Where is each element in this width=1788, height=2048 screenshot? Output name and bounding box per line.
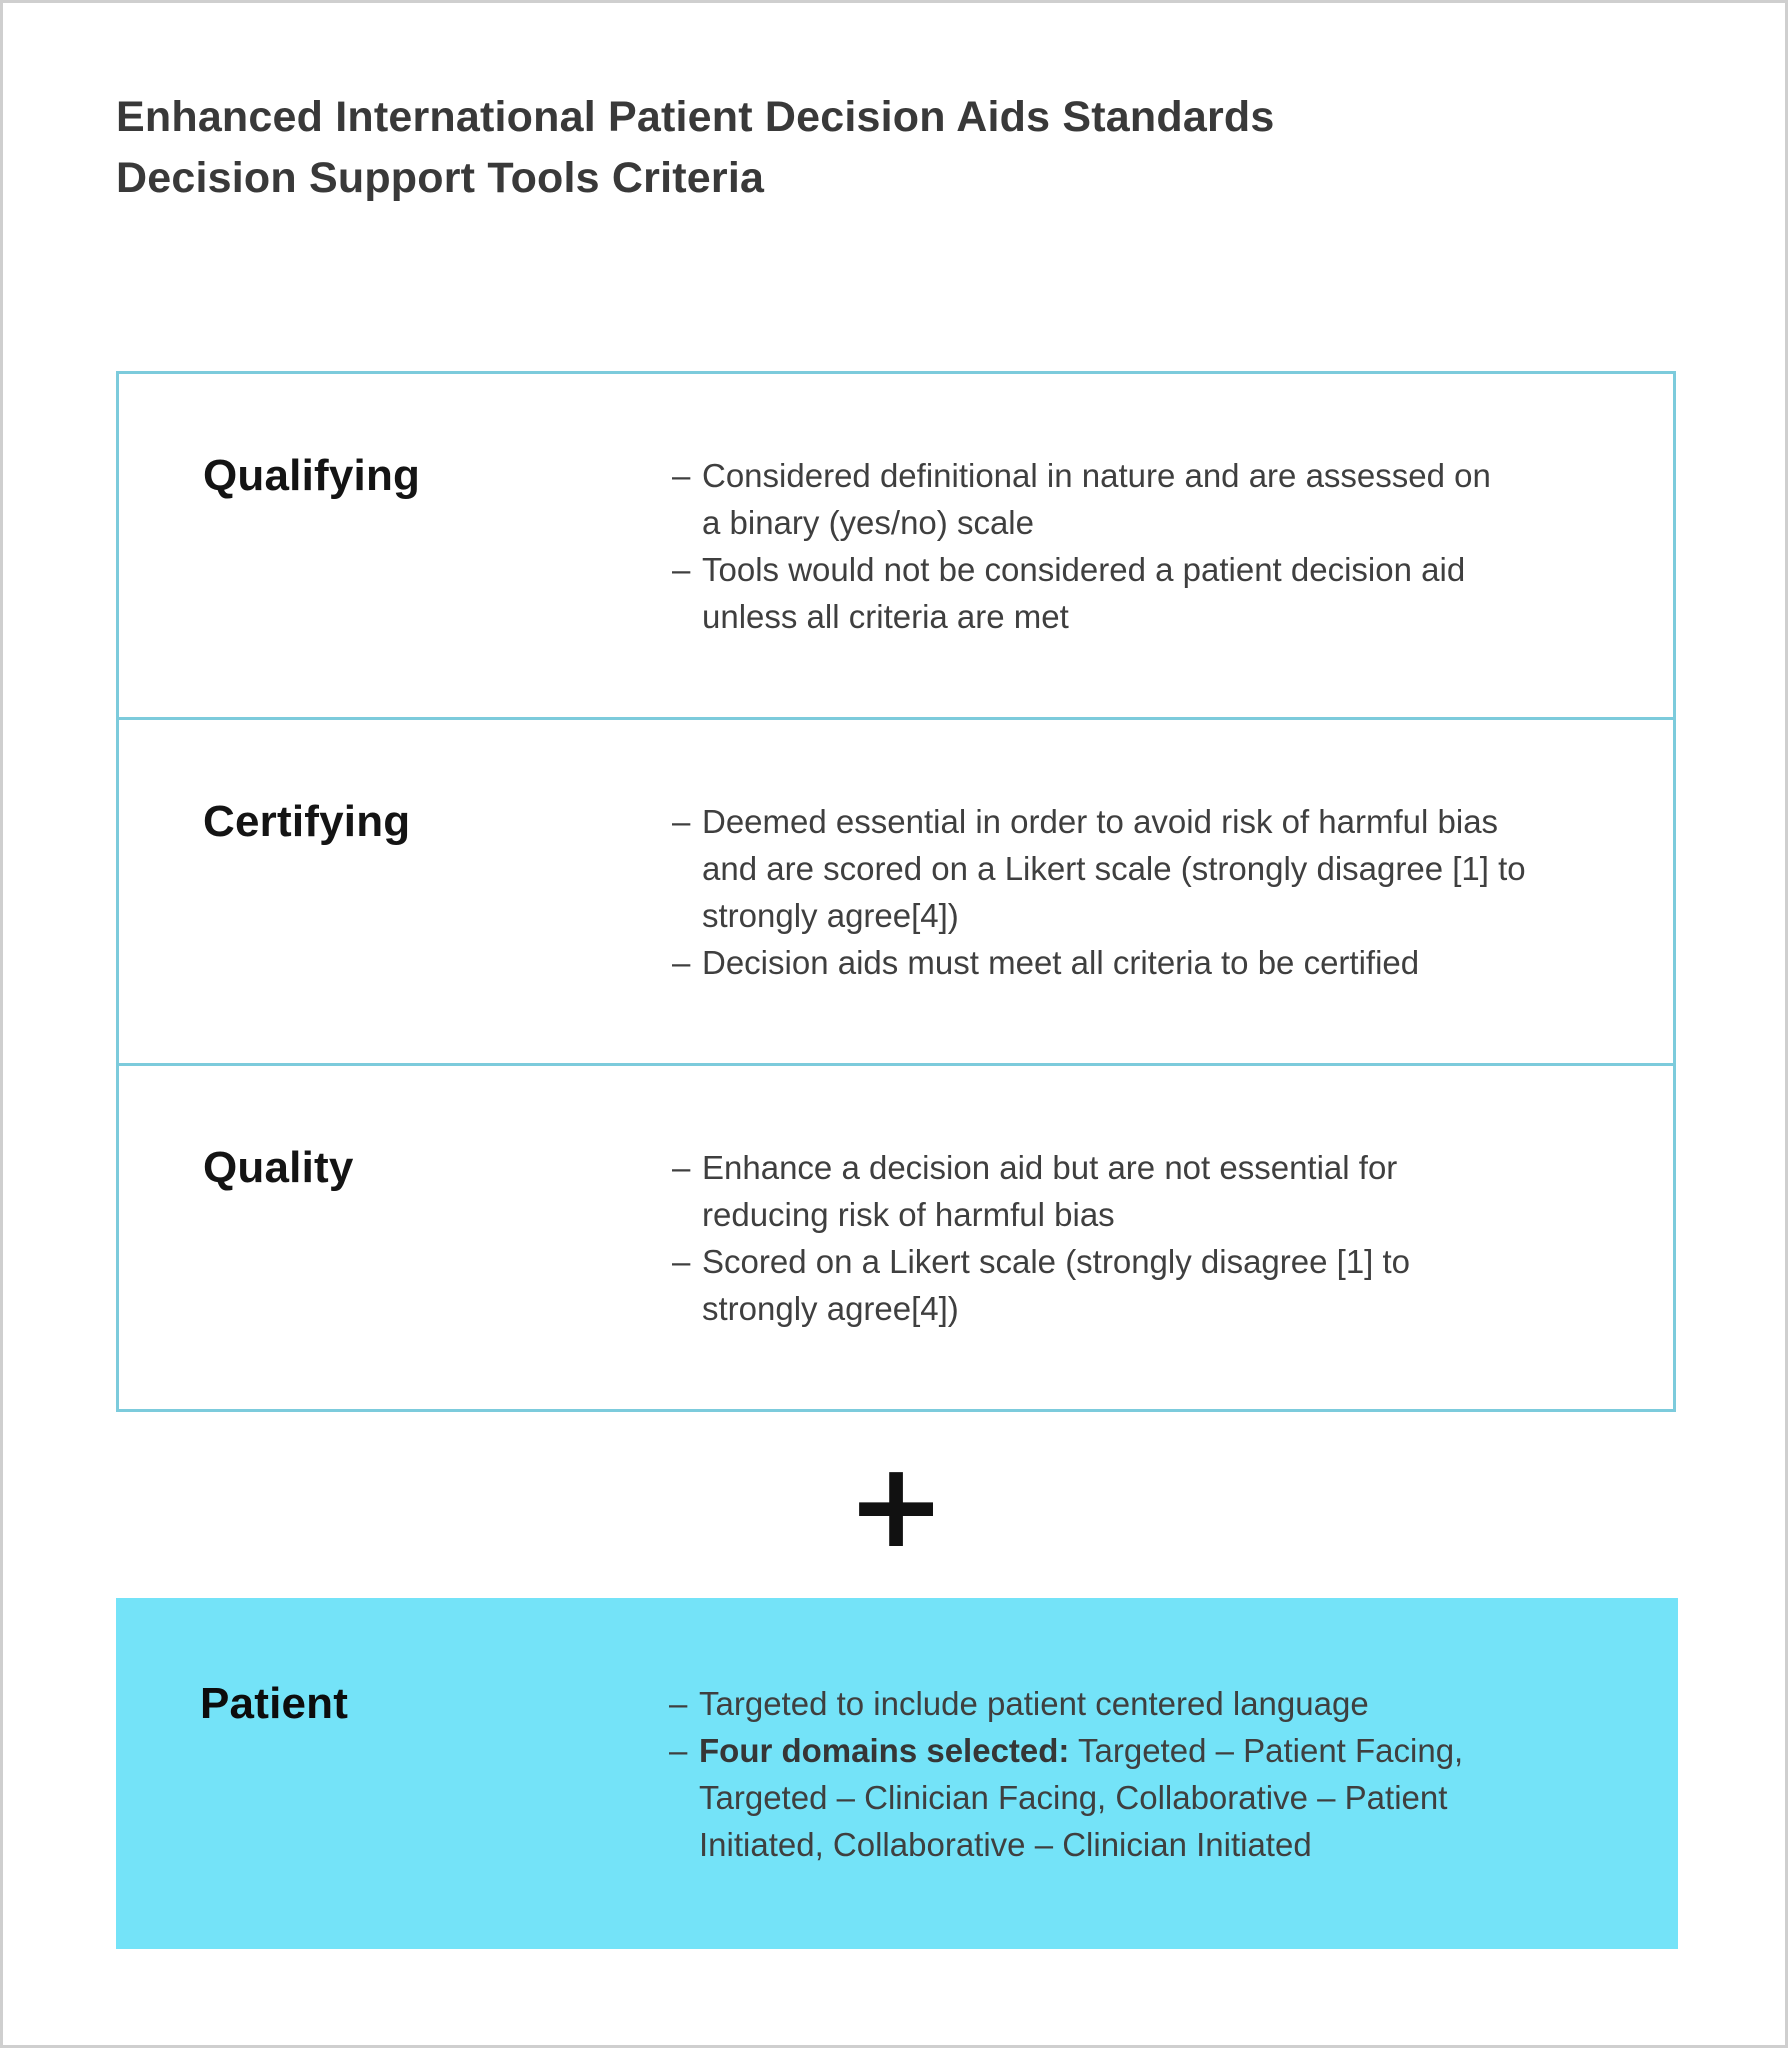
- bullet-list-qualifying: [672, 452, 1673, 640]
- bullet-dash-icon: –: [672, 456, 691, 494]
- bullet-item: [672, 1238, 1673, 1332]
- bullet-item: [669, 1727, 1678, 1868]
- bullet-dash-icon: –: [672, 802, 691, 840]
- bullet-bold-label: Four domains selected:: [699, 1731, 1070, 1769]
- plus-divider: [116, 1412, 1676, 1598]
- bullet-dash-icon: –: [672, 1242, 691, 1280]
- bullet-dash-icon: –: [672, 943, 691, 981]
- bullet-list-certifying: [672, 798, 1673, 986]
- criteria-row-certifying: [119, 720, 1673, 1066]
- bullet-item: [672, 1144, 1673, 1238]
- bullet-item: [672, 939, 1673, 986]
- bullet-dash-icon: –: [672, 1148, 691, 1186]
- row-heading-patient: Patient: [200, 1678, 349, 1728]
- bullet-text: Scored on a Likert scale (strongly disagree [1] to strongly agree[4]): [702, 1242, 1411, 1327]
- bullet-text: Tools would not be considered a patient decision aid unless all criteria are met: [702, 550, 1466, 635]
- page-title: [116, 87, 1275, 209]
- row-heading-certifying: Certifying: [203, 796, 411, 846]
- bullet-item: [672, 452, 1673, 546]
- page-title-line-1: Enhanced International Patient Decision Aids Standards: [116, 93, 1275, 141]
- bullet-list-patient: [669, 1680, 1678, 1868]
- bullet-text: Targeted to include patient centered language: [699, 1684, 1369, 1722]
- criteria-row-qualifying: [119, 374, 1673, 720]
- bullet-text: Deemed essential in order to avoid risk of harmful bias and are scored on a Likert scale (strongly disagree [1] to strongly agree[4]): [702, 802, 1526, 934]
- patient-panel: [116, 1598, 1678, 1949]
- bullet-dash-icon: –: [672, 550, 691, 588]
- bullet-dash-icon: –: [669, 1684, 688, 1722]
- bullet-item: [672, 546, 1673, 640]
- bullet-text: Considered definitional in nature and are assessed on a binary (yes/no) scale: [702, 456, 1491, 541]
- criteria-table: [116, 371, 1676, 1412]
- bullet-list-quality: [672, 1144, 1673, 1332]
- criteria-row-quality: [119, 1066, 1673, 1409]
- bullet-item: [672, 798, 1673, 939]
- row-heading-quality: Quality: [203, 1142, 354, 1192]
- page-title-line-2: Decision Support Tools Criteria: [116, 154, 765, 202]
- bullet-dash-icon: –: [669, 1731, 688, 1769]
- bullet-item: [669, 1680, 1678, 1727]
- plus-icon: +: [846, 1436, 946, 1574]
- bullet-text: Enhance a decision aid but are not essential for reducing risk of harmful bias: [702, 1148, 1398, 1233]
- row-heading-qualifying: Qualifying: [203, 450, 421, 500]
- bullet-text: Four domains selected: Targeted – Patient Facing, Targeted – Clinician Facing, Collaborative – Patient Initiated, Collaborative – Clinician Initiated: [699, 1731, 1464, 1863]
- bullet-text: Decision aids must meet all criteria to be certified: [702, 943, 1420, 981]
